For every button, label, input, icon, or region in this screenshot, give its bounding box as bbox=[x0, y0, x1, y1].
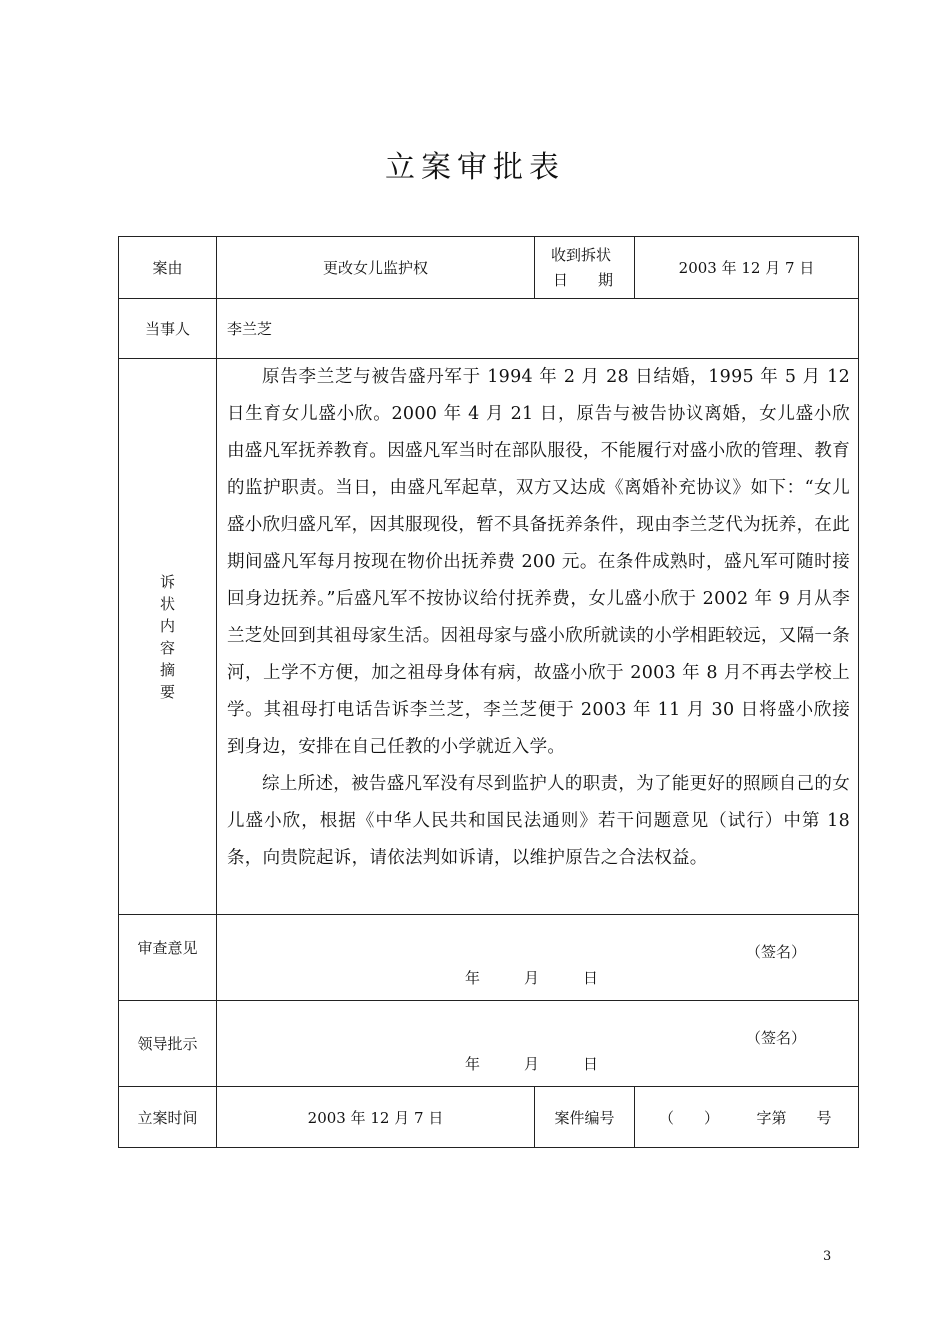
review-content bbox=[217, 915, 859, 1001]
case-reason-label: 案由 bbox=[119, 237, 217, 299]
leader-day: 日 bbox=[583, 1055, 599, 1073]
party-label: 当事人 bbox=[119, 299, 217, 359]
summary-label-char: 内 bbox=[159, 616, 175, 635]
leader-signature: （签名） bbox=[745, 1029, 806, 1047]
page-number: 3 bbox=[823, 1249, 832, 1264]
filing-time-value: 2003 年 12 月 7 日 bbox=[217, 1087, 535, 1148]
review-month: 月 bbox=[524, 969, 540, 987]
summary-paragraph-2: 综上所述，被告盛凡军没有尽到监护人的职责，为了能更好的照顾自己的女儿盛小欣，根据《中华人民共和国民法通则》若干问题意见（试行）中第 18 条，向贵院起诉，请依法判如诉请，以维护原告之合法权益。 bbox=[227, 774, 850, 868]
row-review bbox=[119, 915, 859, 1001]
review-date bbox=[465, 967, 598, 988]
summary-label-char: 容 bbox=[159, 638, 175, 657]
filing-time-label: 立案时间 bbox=[119, 1087, 217, 1148]
case-number-label: 案件编号 bbox=[535, 1087, 635, 1148]
leader-date bbox=[465, 1053, 598, 1074]
leader-year: 年 bbox=[465, 1055, 481, 1073]
review-label: 审查意见 bbox=[119, 915, 217, 1001]
summary-paragraph-1: 原告李兰芝与被告盛丹军于 1994 年 2 月 28 日结婚，1995 年 5 月 12 日生育女儿盛小欣。2000 年 4 月 21 日，原告与被告协议离婚，女儿盛小欣由盛凡军抚养教育。因盛凡军当时在部队服役，不能履行对盛小欣的管理、教育的监护职责。当日，由盛凡军起草，双方又达成《离婚补充协议》如下：“女儿盛小欣归盛凡军，因其服现役，暂不具备抚养条件，现由李兰芝代为抚养，在此期间盛凡军每月按现在物价出抚养费 200 元。在条件成熟时，盛凡军可随时接回身边抚养。”后盛凡军不按协议给付抚养费，女儿盛小欣于 2002 年 9 月从李兰芝处回到其祖母家生活。因祖母家与盛小欣所就读的小学相距较远，又隔一条河，上学不方便，加之祖母身体有病，故盛小欣于 2003 年 8 月不再去学校上学。其祖母打电话告诉李兰芝，李兰芝便于 2003 年 11 月 30 日将盛小欣接到身边，安排在自己任教的小学就近入学。 bbox=[227, 367, 850, 757]
summary-label-char: 要 bbox=[159, 682, 175, 701]
review-signature: （签名） bbox=[745, 943, 806, 961]
received-date-label bbox=[535, 237, 635, 299]
received-date-label-line1: 收到拆状 bbox=[551, 245, 612, 264]
received-date-value: 2003 年 12 月 7 日 bbox=[635, 237, 859, 299]
case-number-value: （ ） 字第 号 bbox=[635, 1087, 859, 1148]
summary-label-char: 摘 bbox=[159, 660, 175, 679]
case-reason-value: 更改女儿监护权 bbox=[217, 237, 535, 299]
party-value: 李兰芝 bbox=[217, 299, 859, 359]
row-summary bbox=[119, 359, 859, 915]
summary-label-char: 诉 bbox=[159, 572, 175, 591]
row-party bbox=[119, 299, 859, 359]
page-title: 立案审批表 bbox=[385, 150, 565, 185]
review-year: 年 bbox=[465, 969, 481, 987]
approval-form-table bbox=[118, 236, 859, 1148]
received-date-label-line2: 日 期 bbox=[553, 270, 614, 289]
summary-label bbox=[119, 359, 217, 915]
leader-label: 领导批示 bbox=[119, 1001, 217, 1087]
leader-month: 月 bbox=[524, 1055, 540, 1073]
row-leader bbox=[119, 1001, 859, 1087]
row-case-reason bbox=[119, 237, 859, 299]
summary-label-vertical bbox=[160, 571, 175, 703]
leader-content bbox=[217, 1001, 859, 1087]
row-filing bbox=[119, 1087, 859, 1148]
summary-content bbox=[217, 359, 859, 915]
summary-label-char: 状 bbox=[159, 594, 175, 613]
review-day: 日 bbox=[583, 969, 599, 987]
